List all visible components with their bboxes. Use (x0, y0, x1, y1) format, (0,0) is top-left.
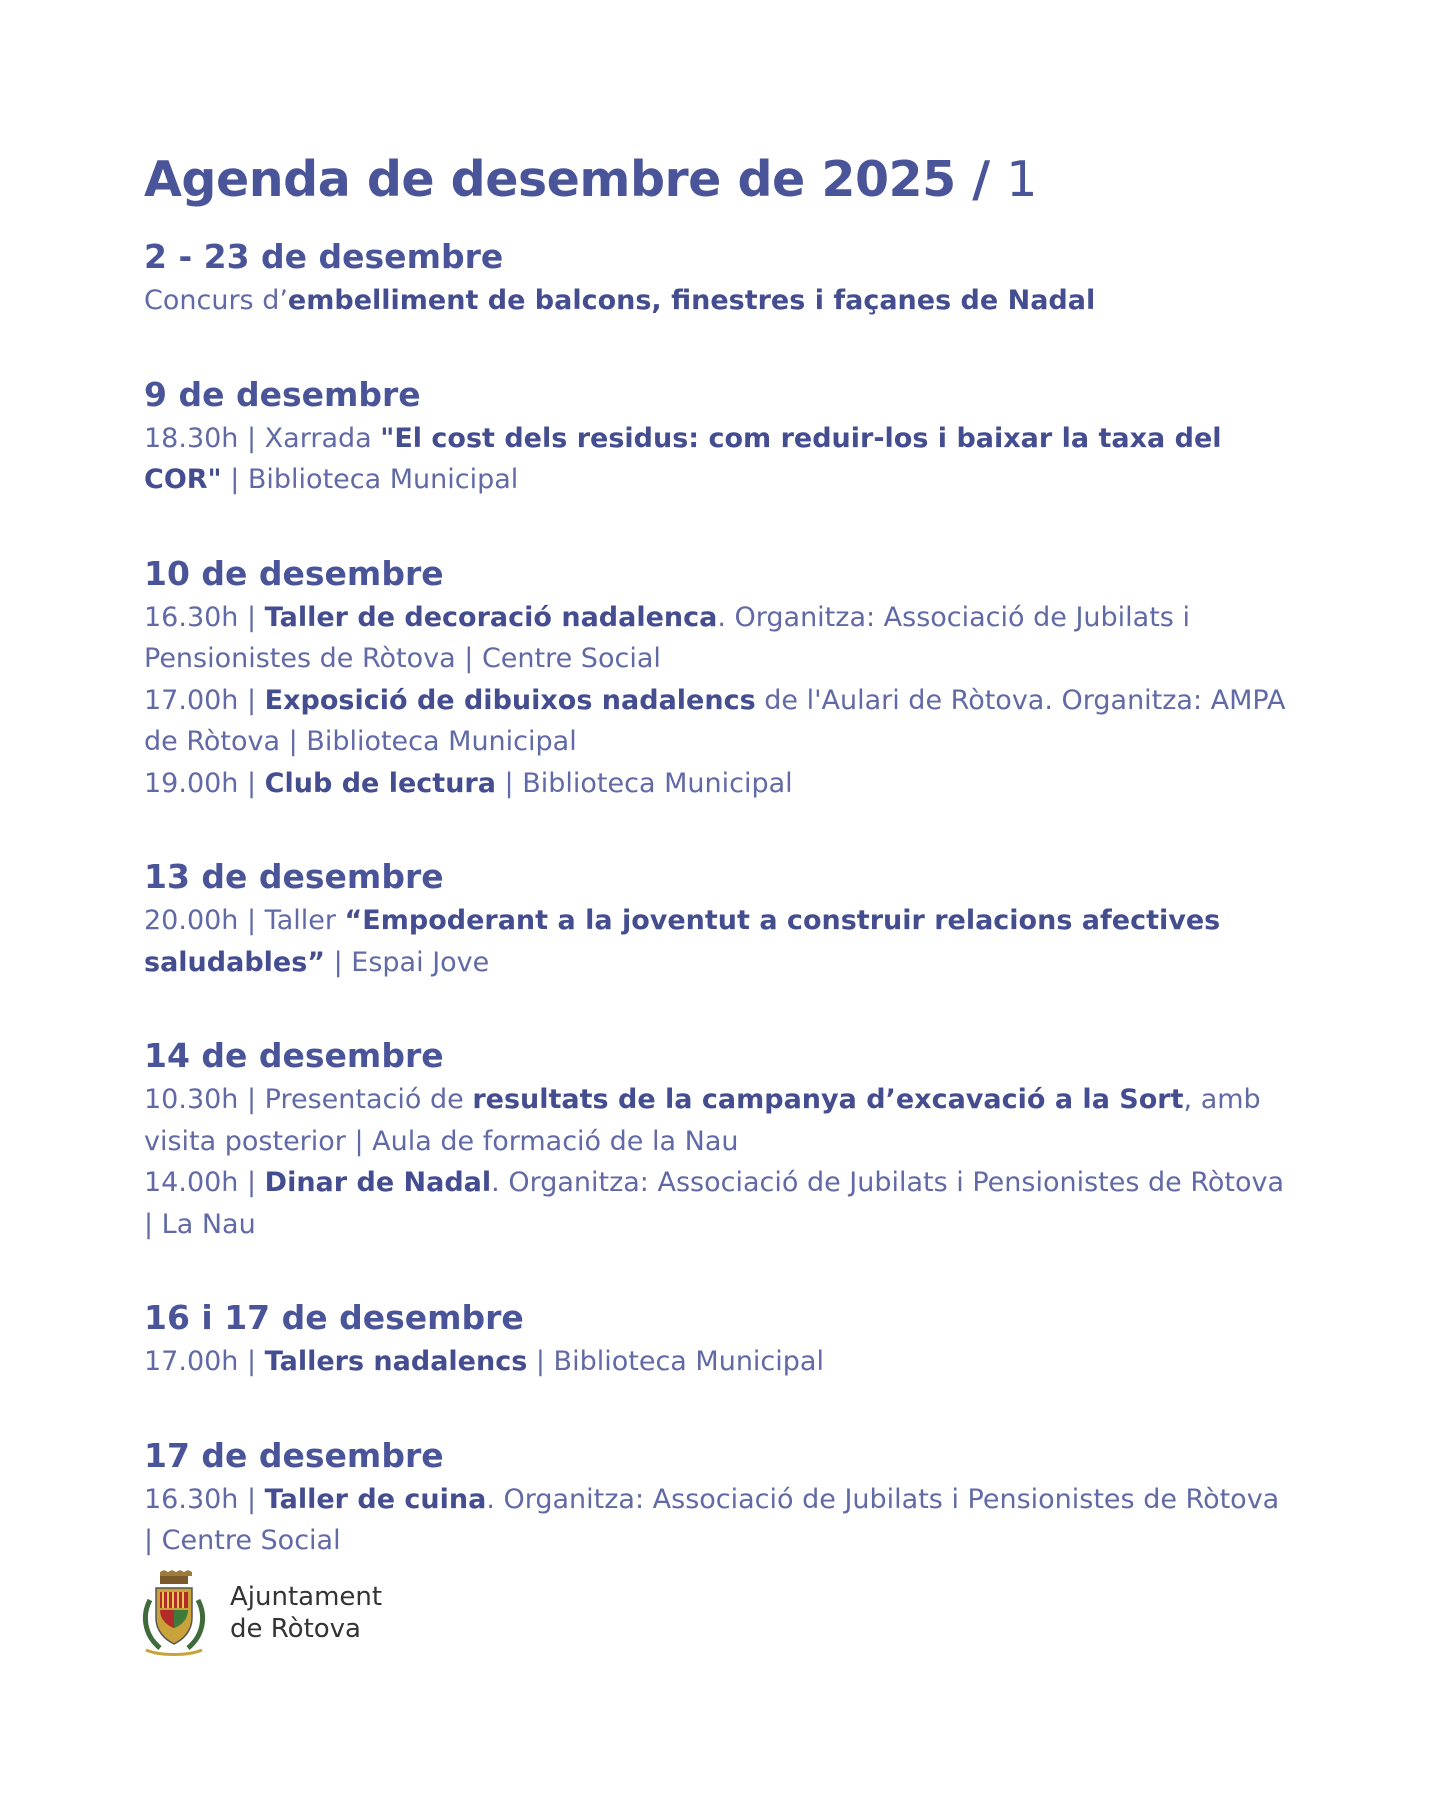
event-entry (144, 1162, 1294, 1245)
section-date: 10 de desembre (144, 553, 444, 593)
event-text: . Organitza: Associació de Jubilats i Pensionistes de Ròtova | Centre Social (144, 1483, 1280, 1556)
event-highlight: embelliment de balcons, finestres i façanes de Nadal (287, 285, 1096, 316)
event-entry (144, 900, 1294, 983)
agenda-section (144, 854, 1294, 983)
event-text: . Organitza: Associació de Jubilats i Pensionistes de Ròtova | Centre Social (144, 601, 1190, 674)
event-text: 17.00h | (144, 1346, 265, 1377)
event-text: 10.30h | Presentació de (144, 1084, 473, 1115)
event-text: 19.00h | (144, 767, 265, 799)
municipality-name-line2: de Ròtova (230, 1614, 361, 1644)
event-highlight: Dinar de Nadal (264, 1167, 492, 1198)
event-entry (144, 763, 1294, 805)
event-text: 16.30h | (144, 601, 265, 633)
event-text: | Biblioteca Municipal (527, 1346, 824, 1377)
section-date: 2 - 23 de desembre (144, 237, 504, 276)
agenda-section (144, 551, 1294, 805)
event-text: Concurs d’ (144, 285, 288, 316)
event-text: 18.30h | Xarrada (144, 422, 381, 454)
event-entry (144, 597, 1294, 680)
event-entry (144, 1079, 1294, 1162)
event-highlight: Taller de cuina (264, 1483, 487, 1515)
agenda-section (144, 1033, 1294, 1245)
section-date: 14 de desembre (144, 1036, 444, 1075)
event-entry (144, 1341, 1294, 1383)
event-text: | Biblioteca Municipal (221, 464, 519, 495)
event-highlight: resultats de la campanya d’excavació a la Sort (472, 1084, 1184, 1115)
agenda-sections (144, 234, 1294, 1562)
event-text: 20.00h | Taller (144, 905, 345, 936)
municipality-name-line1: Ajuntament (230, 1582, 383, 1612)
event-highlight: Exposició de dibuixos nadalencs (264, 684, 756, 716)
event-highlight: Tallers nadalencs (264, 1346, 528, 1377)
agenda-section (144, 1295, 1294, 1383)
event-text: 17.00h | (144, 684, 265, 716)
municipality-name (230, 1581, 382, 1645)
event-highlight: “Empoderant a la joventut a construir relacions afectives saludables” (144, 905, 1221, 978)
event-entry (144, 418, 1294, 501)
event-text: | Espai Jove (325, 946, 490, 978)
page-title-main: Agenda de desembre de 2025 / (144, 151, 990, 208)
event-text: 16.30h | (144, 1483, 265, 1515)
event-entry (144, 1479, 1294, 1562)
event-text: . Organitza: Associació de Jubilats i Pensionistes de Ròtova | La Nau (144, 1167, 1285, 1240)
agenda-section (144, 372, 1294, 501)
event-text: de l'Aulari de Ròtova. Organitza: AMPA de Ròtova | Biblioteca Municipal (144, 684, 1286, 757)
coat-of-arms-icon (140, 1570, 208, 1656)
section-date: 13 de desembre (144, 857, 444, 896)
event-entry (144, 280, 1294, 322)
event-highlight: "El cost dels residus: com reduir-los i baixar la taxa del COR" (144, 422, 1222, 495)
section-date: 9 de desembre (144, 374, 421, 414)
section-date: 16 i 17 de desembre (144, 1298, 524, 1337)
agenda-page (144, 150, 1294, 1612)
event-text: , amb visita posterior | Aula de formació de la Nau (144, 1084, 1261, 1157)
page-number: 1 (1006, 151, 1037, 208)
event-highlight: Taller de decoració nadalenca (264, 601, 718, 633)
agenda-section (144, 234, 1294, 322)
agenda-section (144, 1433, 1294, 1562)
event-text: | Biblioteca Municipal (495, 767, 793, 799)
section-date: 17 de desembre (144, 1435, 444, 1475)
event-highlight: Club de lectura (264, 767, 496, 799)
event-entry (144, 680, 1294, 763)
municipality-logo (140, 1570, 382, 1656)
page-title (144, 150, 1294, 210)
event-text: 14.00h | (144, 1167, 265, 1198)
